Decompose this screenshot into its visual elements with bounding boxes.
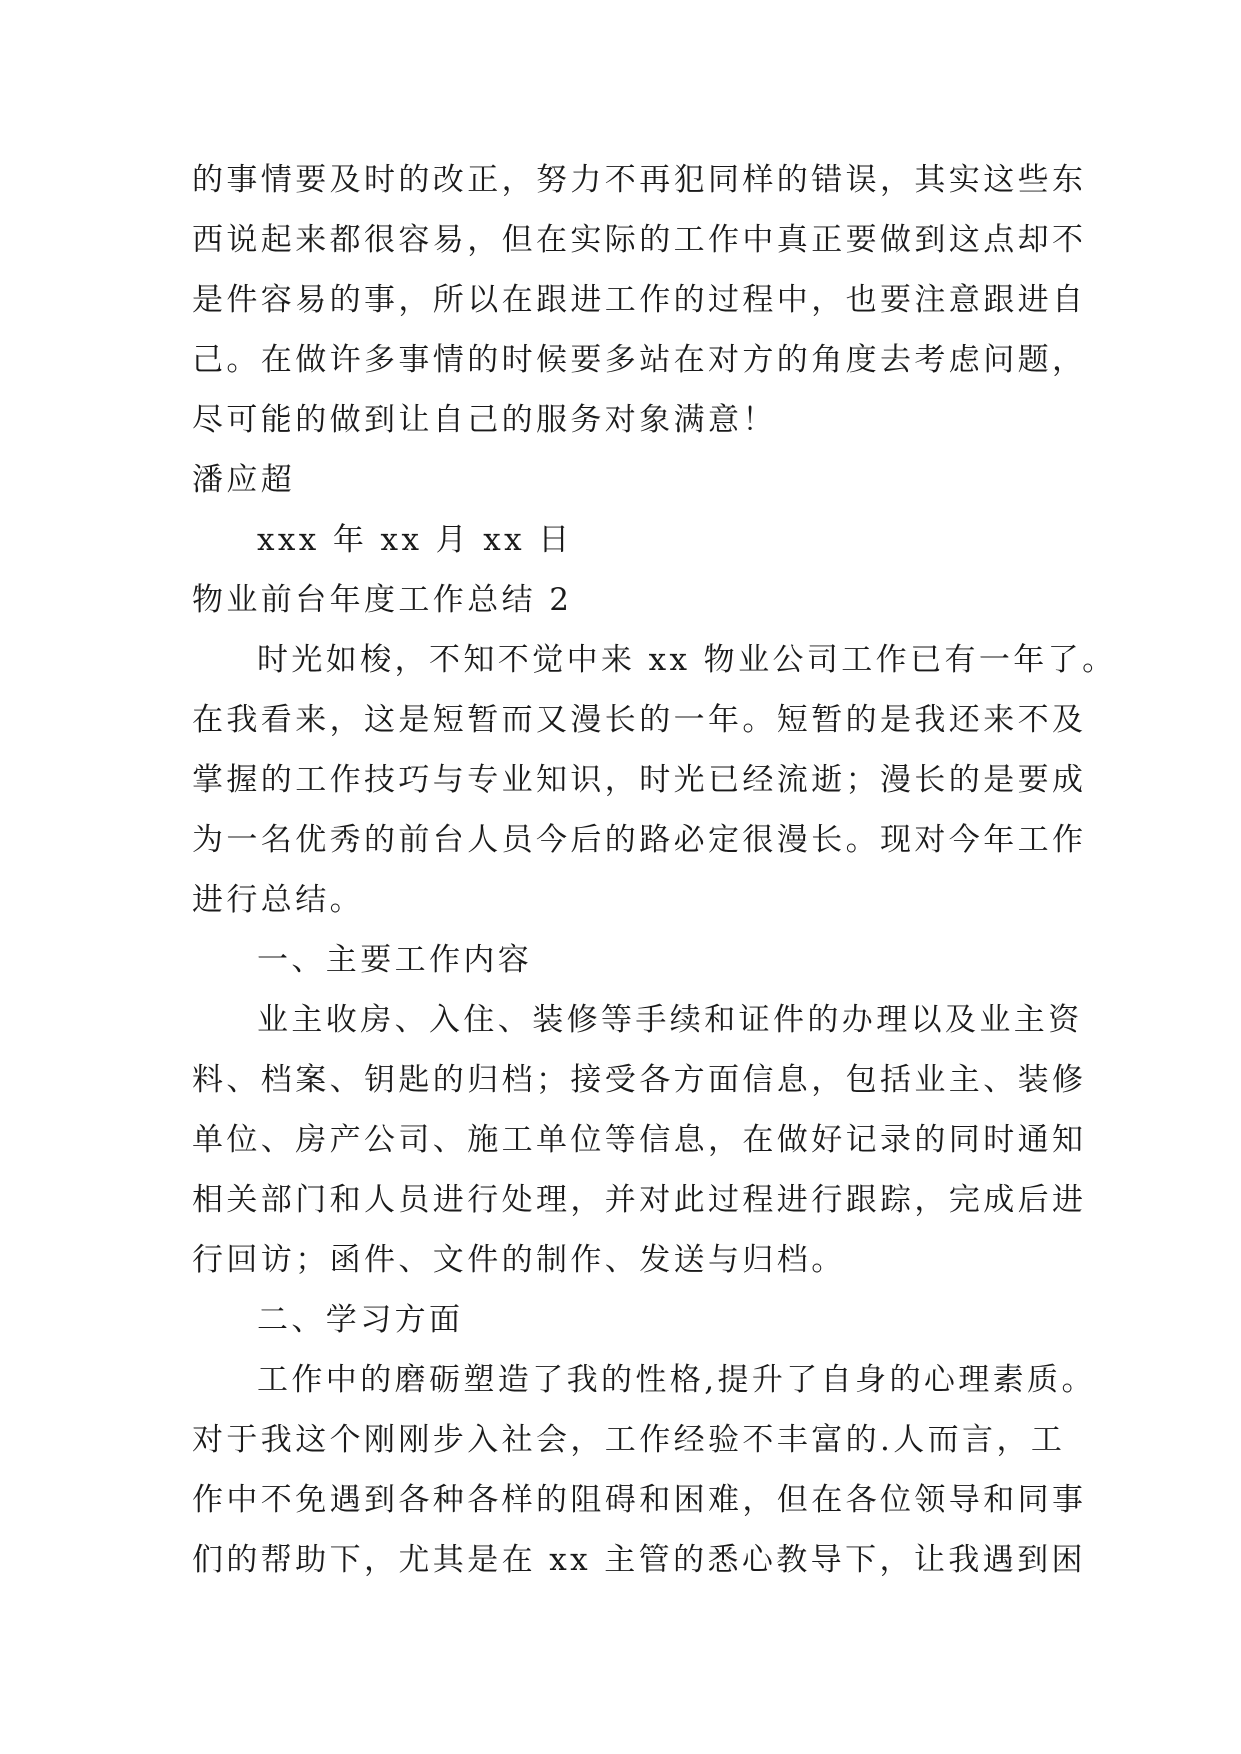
text-line: 工作中的磨砺塑造了我的性格,提升了自身的心理素质。 [257, 1362, 1096, 1398]
text-line: 业主收房、入住、装修等手续和证件的办理以及业主资 [257, 1002, 1083, 1038]
text-line: 在我看来，这是短暂而又漫长的一年。短暂的是我还来不及 [192, 702, 1087, 738]
text-line: 尽可能的做到让自己的服务对象满意！ [192, 402, 777, 438]
text-line: 相关部门和人员进行处理，并对此过程进行跟踪，完成后进 [192, 1182, 1087, 1218]
text-line: 单位、房产公司、施工单位等信息，在做好记录的同时通知 [192, 1122, 1087, 1158]
text-line: 一、主要工作内容 [257, 942, 533, 978]
text-line: 料、档案、钥匙的归档；接受各方面信息，包括业主、装修 [192, 1062, 1087, 1098]
text-line: 时光如梭，不知不觉中来 xx 物业公司工作已有一年了。 [257, 642, 1117, 678]
text-line: 为一名优秀的前台人员今后的路必定很漫长。现对今年工作 [192, 822, 1087, 858]
text-line: 作中不免遇到各种各样的阻碍和困难，但在各位领导和同事 [192, 1482, 1087, 1518]
text-line: xxx 年 xx 月 xx 日 [257, 522, 573, 558]
text-line: 掌握的工作技巧与专业知识，时光已经流逝；漫长的是要成 [192, 762, 1087, 798]
text-line: 是件容易的事，所以在跟进工作的过程中，也要注意跟进自 [192, 282, 1087, 318]
text-line: 己。在做许多事情的时候要多站在对方的角度去考虑问题， [192, 342, 1087, 378]
text-line: 行回访；函件、文件的制作、发送与归档。 [192, 1242, 846, 1278]
text-line: 二、学习方面 [257, 1302, 464, 1338]
text-line: 对于我这个刚刚步入社会，工作经验不丰富的.人而言，工 [192, 1422, 1066, 1458]
text-line: 潘应超 [192, 462, 296, 498]
text-line: 物业前台年度工作总结 2 [192, 582, 573, 618]
text-line: 进行总结。 [192, 882, 364, 918]
text-line: 西说起来都很容易，但在实际的工作中真正要做到这点却不 [192, 222, 1087, 258]
text-line: 的事情要及时的改正，努力不再犯同样的错误，其实这些东 [192, 162, 1087, 198]
text-line: 们的帮助下，尤其是在 xx 主管的悉心教导下，让我遇到困 [192, 1542, 1086, 1578]
document-body [192, 150, 1117, 1590]
